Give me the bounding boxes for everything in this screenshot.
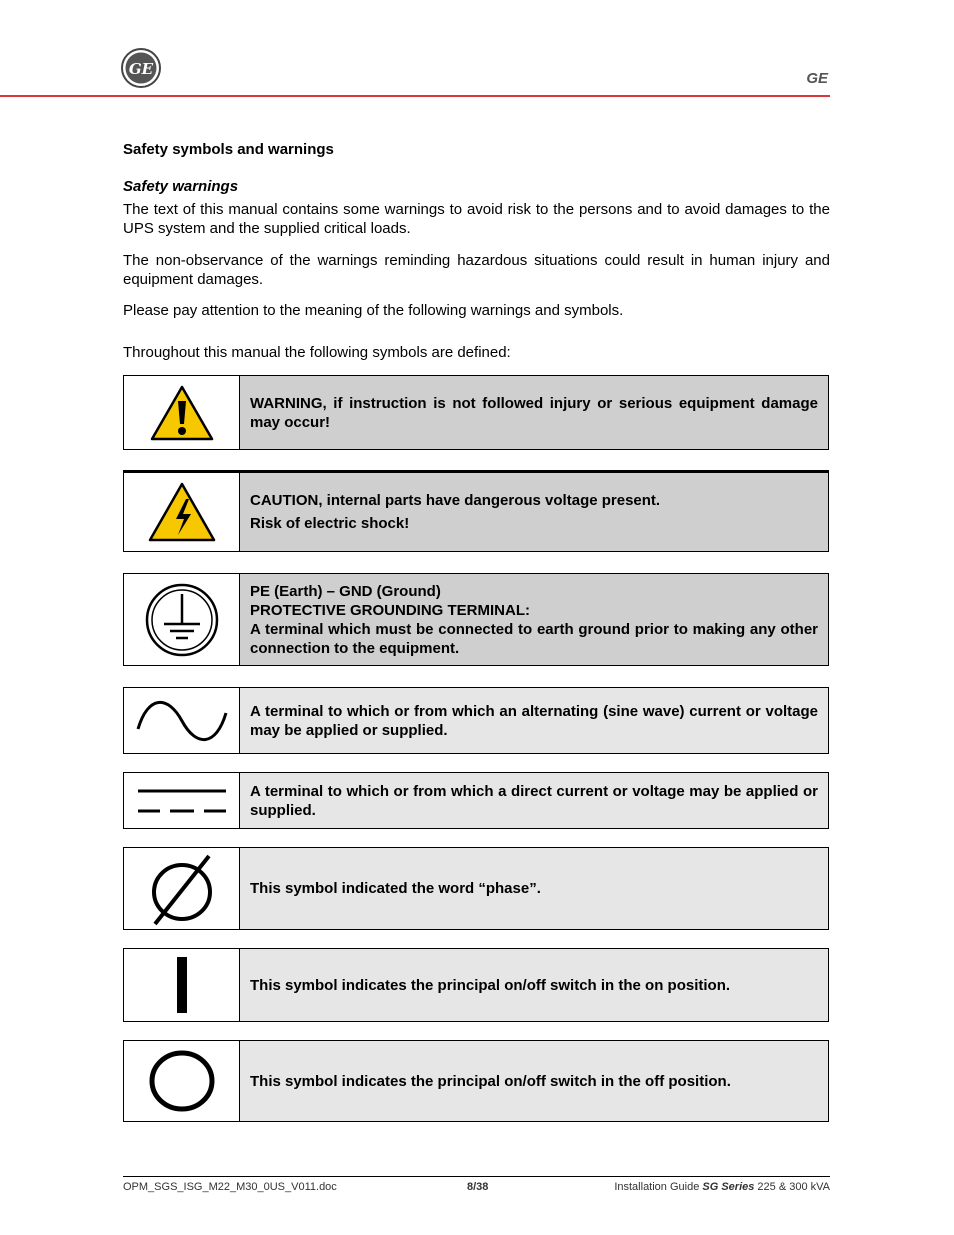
- phase-icon: [124, 848, 240, 929]
- header-brand: GE: [806, 70, 828, 87]
- footer-divider: [123, 1176, 830, 1177]
- symbol-text-ground: [240, 574, 828, 665]
- symbol-line: This symbol indicates the principal on/off switch in the off position.: [250, 1072, 731, 1090]
- footer-page-number: 8/38: [467, 1181, 489, 1193]
- paragraph-nonobservance: The non-observance of the warnings reminding hazardous situations could result in human injury and equipment damages.: [123, 252, 830, 288]
- header-divider: [0, 95, 830, 97]
- symbol-line: WARNING, if instruction is not followed injury or serious equipment damage may occur!: [250, 394, 818, 431]
- symbol-row-on: [123, 948, 829, 1022]
- symbol-line: This symbol indicated the word “phase”.: [250, 880, 541, 897]
- footer-guide-suffix: 225 & 300 kVA: [754, 1181, 830, 1193]
- symbol-row-ac: [123, 687, 829, 754]
- symbol-line: PE (Earth) – GND (Ground): [250, 582, 441, 600]
- paragraph-symbols-defined: Throughout this manual the following symbols are defined:: [123, 344, 511, 361]
- symbol-text-phase: [240, 848, 828, 929]
- symbol-text-ac: [240, 688, 828, 753]
- direct-current-icon: [124, 773, 240, 828]
- section-subheading: Safety warnings: [123, 178, 239, 195]
- symbol-row-warning: [123, 375, 829, 450]
- symbol-text-dc: [240, 773, 828, 828]
- symbol-line: A terminal which must be connected to earth ground prior to making any other connection to the equipment.: [250, 620, 818, 657]
- symbol-text-warning: [240, 376, 828, 449]
- symbol-text-on: [240, 949, 828, 1021]
- symbol-text-off: [240, 1041, 828, 1121]
- logo-text: GE: [128, 60, 154, 78]
- paragraph-attention: Please pay attention to the meaning of the following warnings and symbols.: [123, 302, 624, 319]
- footer-guide-prefix: Installation Guide: [614, 1181, 703, 1193]
- symbol-row-caution: [123, 470, 829, 552]
- paragraph-intro: The text of this manual contains some warnings to avoid risk to the persons and to avoid damages to the UPS system and the supplied critical loads.: [123, 201, 830, 237]
- symbol-row-phase: [123, 847, 829, 930]
- warning-triangle-icon: [124, 376, 240, 449]
- footer-doc-name: OPM_SGS_ISG_M22_M30_0US_V011.doc: [123, 1181, 337, 1193]
- footer-guide-title: [614, 1181, 830, 1193]
- sine-wave-icon: [124, 688, 240, 753]
- section-heading: Safety symbols and warnings: [123, 141, 334, 158]
- symbol-row-off: [123, 1040, 829, 1122]
- symbol-line: A terminal to which or from which a direct current or voltage may be applied or supplied.: [250, 782, 818, 819]
- symbol-line: CAUTION, internal parts have dangerous voltage present.: [250, 492, 661, 509]
- symbol-text-caution: [240, 473, 828, 551]
- symbol-line: This symbol indicates the principal on/off switch in the on position.: [250, 976, 731, 994]
- symbol-row-ground: [123, 573, 829, 666]
- protective-ground-icon: [124, 574, 240, 665]
- symbol-line: PROTECTIVE GROUNDING TERMINAL:: [250, 601, 530, 619]
- power-off-icon: [124, 1041, 240, 1121]
- symbol-row-dc: [123, 772, 829, 829]
- footer-series: SG Series: [702, 1181, 755, 1193]
- electric-shock-triangle-icon: [124, 473, 240, 551]
- symbol-line: Risk of electric shock!: [250, 515, 410, 532]
- symbol-line: A terminal to which or from which an alternating (sine wave) current or voltage may be applied or supplied.: [250, 702, 818, 739]
- power-on-icon: [124, 949, 240, 1021]
- ge-logo: [121, 48, 161, 88]
